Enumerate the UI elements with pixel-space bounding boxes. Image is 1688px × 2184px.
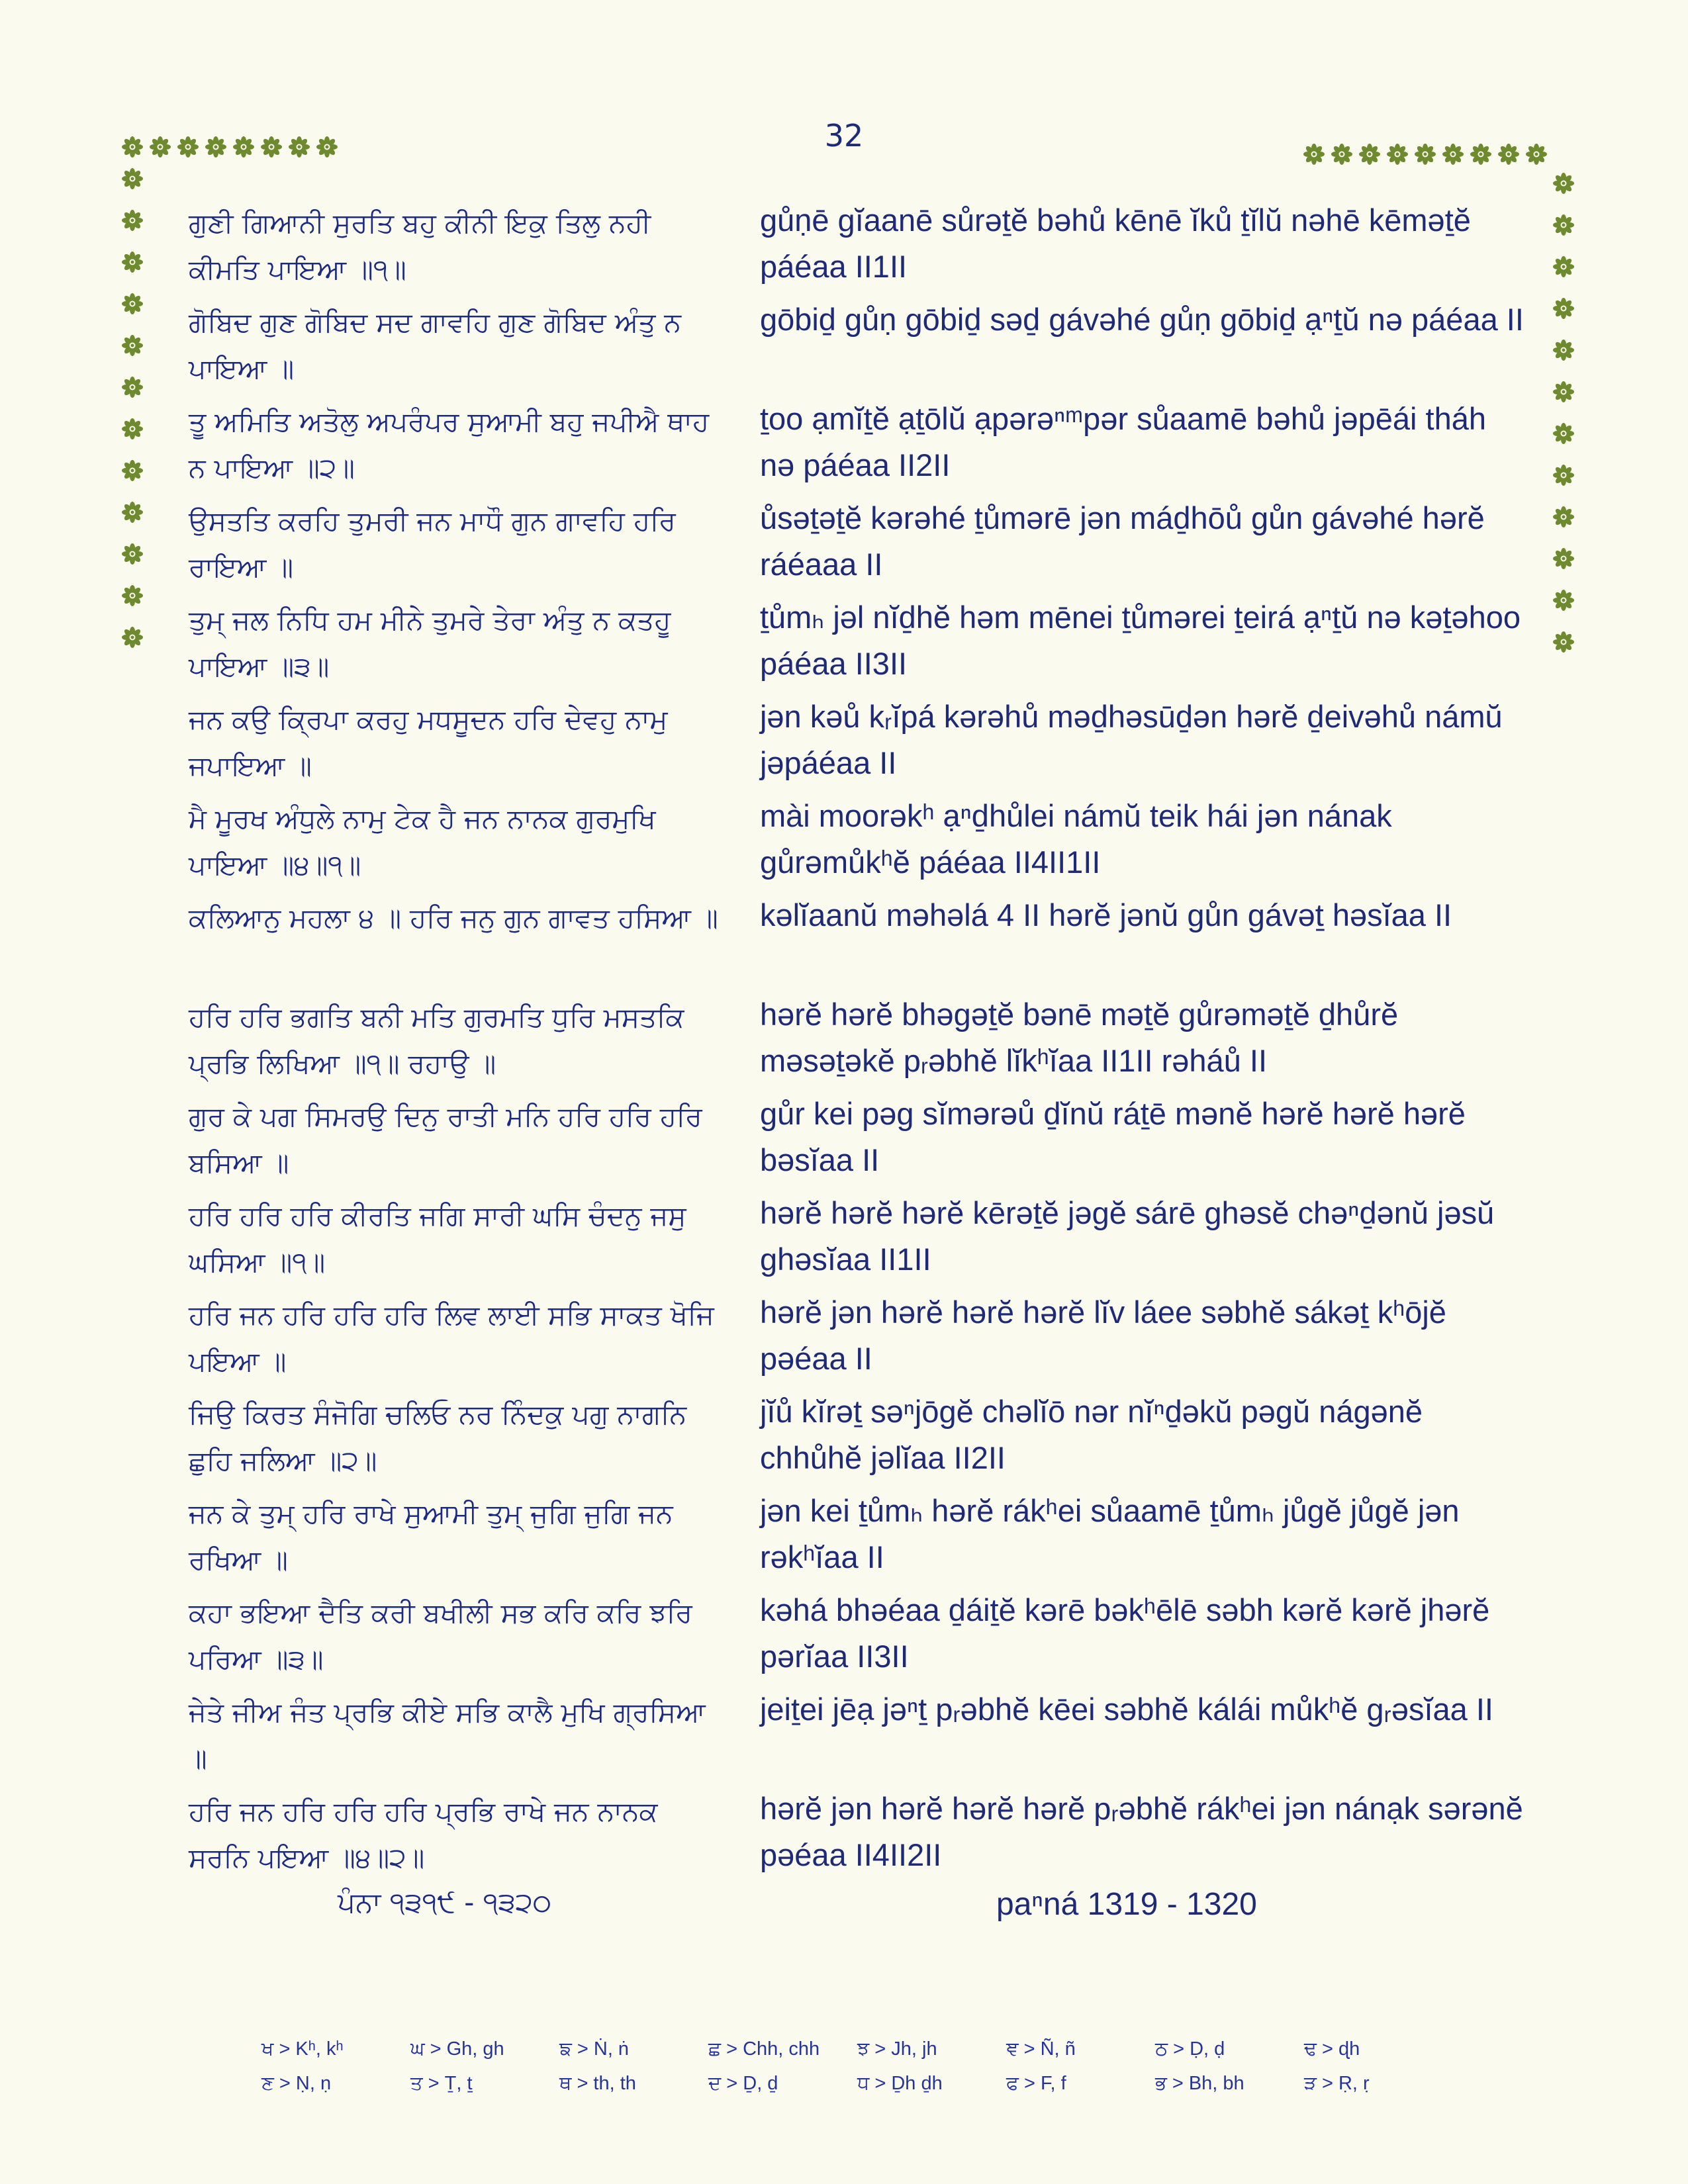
gurmukhi-text: ਜੇਤੇ ਜੀਅ ਜੰਤ ਪ੍ਰਭਿ ਕੀਏ ਸਭਿ ਕਾਲੈ ਮੁਖਿ ਗ੍ਰਸਿਆ ॥ bbox=[189, 1696, 706, 1774]
transliteration-text: hərĕ hərĕ bhəgəṯĕ bənē məṯĕ gůrəməṯĕ ḏhůrĕ məsəṯəkĕ pᵣəbhĕ lĭkʰĭaa II1II rəháů II bbox=[759, 997, 1399, 1078]
transliteration-text: ůsəṯəṯĕ kərəhé ṯůmərē jən máḏhōů gůn gávəhé hərĕ ráéaaa II bbox=[759, 500, 1485, 582]
legend-item: ਘ > Gh, gh bbox=[410, 2038, 504, 2060]
legend-item: ਢ > ɖh bbox=[1304, 2038, 1360, 2060]
flower-icon bbox=[122, 418, 143, 439]
verse-row bbox=[189, 1388, 1526, 1488]
transliteration-text: jən kei ṯůmₕ hərĕ rákʰei sůaamē ṯůmₕ jůgĕ jůgĕ jən rəkʰĭaa II bbox=[759, 1493, 1460, 1574]
page-ref-gurmukhi: ਪੰਨਾ ੧੩੧੯ - ੧੩੨੦ bbox=[338, 1886, 552, 1919]
verse-row bbox=[189, 1190, 1526, 1289]
flower-icon bbox=[122, 460, 143, 481]
flower-icon bbox=[1526, 144, 1547, 165]
flower-icon bbox=[1331, 144, 1352, 165]
transliteration-text: kəlĭaanŭ məhəlá 4 II hərĕ jənŭ gůn gávəṯ həsĭaa II bbox=[759, 897, 1452, 933]
transliteration-text: hərĕ hərĕ hərĕ kērəṯĕ jəgĕ sárē ghəsĕ chəⁿḏənŭ jəsŭ ghəsĭaa II1II bbox=[759, 1195, 1495, 1277]
verse-row bbox=[189, 1587, 1526, 1686]
legend-item: ਙ > Ṅ, ṅ bbox=[559, 2038, 630, 2060]
gurmukhi-text: ਕਹਾ ਭਇਆ ਦੈਤਿ ਕਰੀ ਬਖੀਲੀ ਸਭ ਕਰਿ ਕਰਿ ਝਰਿ ਪਰਿਆ ॥੩॥ bbox=[189, 1597, 692, 1675]
verse-row bbox=[189, 1686, 1526, 1786]
transliteration-text: hərĕ jən hərĕ hərĕ hərĕ lĭv láee səbhĕ sákəṯ kʰōjĕ pəéaa II bbox=[759, 1295, 1446, 1376]
verse-row bbox=[189, 396, 1526, 495]
flower-icon bbox=[1387, 144, 1408, 165]
flower-icon bbox=[1553, 465, 1574, 486]
gurmukhi-text: ਜਨ ਕਉ ਕ੍ਰਿਪਾ ਕਰਹੁ ਮਧਸੂਦਨ ਹਰਿ ਦੇਵਹੁ ਨਾਮੁ ਜਪਾਇਆ ॥ bbox=[189, 704, 668, 782]
transliteration-text: mài moorəkʰ ạⁿḏhůlei námŭ teik hái jən nának gůrəmůkʰĕ páéaa II4II1II bbox=[759, 798, 1392, 880]
flower-icon bbox=[205, 136, 226, 158]
legend-item: ਤ > Ṯ, ṯ bbox=[410, 2073, 473, 2094]
flower-icon bbox=[177, 136, 199, 158]
verse-row bbox=[189, 793, 1526, 892]
gurmukhi-text: ਹਰਿ ਹਰਿ ਭਗਤਿ ਬਨੀ ਮਤਿ ਗੁਰਮਤਿ ਧੁਰਿ ਮਸਤਕਿ ਪ੍ਰਭਿ ਲਿਖਿਆ ॥੧॥ ਰਹਾਉ ॥ bbox=[189, 1001, 684, 1079]
flower-icon bbox=[316, 136, 338, 158]
gurmukhi-text: ਜਨ ਕੇ ਤੁਮ੍ ਹਰਿ ਰਾਖੇ ਸੁਆਮੀ ਤੁਮ੍ ਜੁਗਿ ਜੁਗਿ ਜਨ ਰਖਿਆ ॥ bbox=[189, 1498, 673, 1576]
flower-icon bbox=[1553, 256, 1574, 277]
flower-icon bbox=[122, 627, 143, 648]
legend-item: ਫ > F, f bbox=[1006, 2073, 1066, 2094]
flower-icon bbox=[1553, 590, 1574, 611]
legend-item: ਦ > Ḏ, ḏ bbox=[708, 2073, 778, 2094]
transliteration-legend bbox=[261, 2038, 1453, 2107]
flower-icon bbox=[122, 502, 143, 523]
transliteration-text: jĭů kĭrəṯ səⁿjōgĕ chəlĭō nər nĭⁿḏəkŭ pəgŭ nágənĕ chhůhĕ jəlĭaa II2II bbox=[759, 1394, 1423, 1475]
flower-icon bbox=[1553, 340, 1574, 361]
verse-row bbox=[189, 1786, 1526, 1885]
flower-icon bbox=[289, 136, 310, 158]
flower-icon bbox=[261, 136, 282, 158]
legend-item: ਥ > th, th bbox=[559, 2073, 636, 2094]
verse-row bbox=[189, 694, 1526, 793]
verse-rows bbox=[189, 197, 1526, 1885]
verse-row bbox=[189, 1289, 1526, 1388]
page-reference bbox=[0, 1886, 1688, 1939]
flower-icon bbox=[1553, 298, 1574, 319]
gurmukhi-text: ਤੂ ਅਮਿਤਿ ਅਤੋਲੁ ਅਪਰੰਪਰ ਸੁਆਮੀ ਬਹੁ ਜਪੀਐ ਥਾਹ ਨ ਪਾਇਆ ॥੨॥ bbox=[189, 406, 710, 484]
verse-row bbox=[189, 991, 1526, 1091]
transliteration-text: jeiṯei jēạ jəⁿṯ pᵣəbhĕ kēei səbhĕ kálái můkʰĕ gᵣəsĭaa II bbox=[759, 1692, 1493, 1727]
gurmukhi-text: ਹਰਿ ਹਰਿ ਹਰਿ ਕੀਰਤਿ ਜਗਿ ਸਾਰੀ ਘਸਿ ਚੰਦਨੁ ਜਸੁ ਘਸਿਆ ॥੧॥ bbox=[189, 1200, 686, 1278]
gurmukhi-text: ਹਰਿ ਜਨ ਹਰਿ ਹਰਿ ਹਰਿ ਲਿਵ ਲਾਈ ਸਭਿ ਸਾਕਤ ਖੋਜਿ ਪਇਆ ॥ bbox=[189, 1299, 714, 1377]
transliteration-text: jən kəů kᵣĭpá kərəhů məḏhəsūḏən hərĕ ḏeivəhů námŭ jəpáéaa II bbox=[759, 699, 1503, 780]
transliteration-text: hərĕ jən hərĕ hərĕ hərĕ pᵣəbhĕ rákʰei jən nánạk sərənĕ pəéaa II4II2II bbox=[759, 1791, 1523, 1872]
gurmukhi-text: ਮੈ ਮੂਰਖ ਅੰਧੁਲੇ ਨਾਮੁ ਟੇਕ ਹੈ ਜਨ ਨਾਨਕ ਗੁਰਮੁਖਿ ਪਾਇਆ ॥੪॥੧॥ bbox=[189, 803, 656, 881]
flower-icon bbox=[150, 136, 171, 158]
legend-row bbox=[261, 2073, 1453, 2107]
gurmukhi-text: ਗੁਣੀ ਗਿਆਨੀ ਸੁਰਤਿ ਬਹੁ ਕੀਨੀ ਇਕੁ ਤਿਲੁ ਨਹੀ ਕੀਮਤਿ ਪਾਇਆ ॥੧॥ bbox=[189, 207, 651, 285]
flower-icon bbox=[1553, 173, 1574, 194]
flower-icon bbox=[122, 377, 143, 398]
flower-icon bbox=[1303, 144, 1325, 165]
page-ref-roman: paⁿná 1319 - 1320 bbox=[996, 1887, 1257, 1922]
legend-item: ਖ > Kʰ, kʰ bbox=[261, 2038, 344, 2060]
legend-item: ਛ > Chh, chh bbox=[708, 2038, 820, 2060]
verse-row bbox=[189, 296, 1526, 396]
transliteration-text: gůr kei pəg sĭmərəů ḏĭnŭ ráṯē mənĕ hərĕ hərĕ hərĕ bəsĭaa II bbox=[759, 1096, 1466, 1177]
legend-item: ਣ > Ṇ, ṇ bbox=[261, 2073, 332, 2094]
legend-item: ਝ > Jh, jh bbox=[857, 2038, 937, 2060]
verse-row bbox=[189, 197, 1526, 296]
gurmukhi-text: ਤੁਮ੍ ਜਲ ਨਿਧਿ ਹਮ ਮੀਨੇ ਤੁਮਰੇ ਤੇਰਾ ਅੰਤੁ ਨ ਕਤਹੂ ਪਾਇਆ ॥੩॥ bbox=[189, 604, 671, 682]
gurmukhi-text: ਹਰਿ ਜਨ ਹਰਿ ਹਰਿ ਹਰਿ ਪ੍ਰਭਿ ਰਾਖੇ ਜਨ ਨਾਨਕ ਸਰਨਿ ਪਇਆ ॥੪॥੨॥ bbox=[189, 1796, 658, 1874]
flower-icon bbox=[1553, 423, 1574, 444]
transliteration-text: gōbiḏ gůṇ gōbiḏ səḏ gávəhé gůṇ gōbiḏ ạⁿṯŭ nə páéaa II bbox=[759, 302, 1524, 337]
legend-item: ਧ > Ḏh ḏh bbox=[857, 2073, 943, 2094]
flower-icon bbox=[1553, 631, 1574, 653]
flower-icon bbox=[122, 335, 143, 356]
legend-row bbox=[261, 2038, 1453, 2073]
flower-icon bbox=[1415, 144, 1436, 165]
transliteration-text: ṯůmₕ jəl nĭḏhĕ həm mēnei ṯůmərei ṯeirá ạⁿṯŭ nə kəṯəhoo páéaa II3II bbox=[759, 600, 1521, 681]
gurmukhi-text: ਗੋਬਿਦ ਗੁਣ ਗੋਬਿਦ ਸਦ ਗਾਵਹਿ ਗੁਣ ਗੋਬਿਦ ਅੰਤੁ ਨ ਪਾਇਆ ॥ bbox=[189, 306, 681, 385]
gurmukhi-text: ਕਲਿਆਨੁ ਮਹਲਾ ੪ ॥ ਹਰਿ ਜਨੁ ਗੁਨ ਗਾਵਤ ਹਸਿਆ ॥ bbox=[189, 902, 718, 934]
flower-icon bbox=[1553, 381, 1574, 402]
gurmukhi-text: ਉਸਤਤਿ ਕਰਹਿ ਤੁਮਰੀ ਜਨ ਮਾਧੌ ਗੁਨ ਗਾਵਹਿ ਹਰਿ ਰਾਇਆ ॥ bbox=[189, 505, 676, 583]
verse-row bbox=[189, 594, 1526, 694]
flower-icon bbox=[122, 543, 143, 565]
flower-icon bbox=[122, 293, 143, 314]
transliteration-text: gůṇē gĭaanē sůrəṯĕ bəhů kēnē ĭků ṯĭlŭ nəhē kēməṯĕ páéaa II1II bbox=[759, 203, 1471, 284]
flower-icon bbox=[1553, 214, 1574, 236]
gurmukhi-text: ਜਿਉ ਕਿਰਤ ਸੰਜੋਗਿ ਚਲਿਓ ਨਰ ਨਿੰਦਕੁ ਪਗੁ ਨਾਗਨਿ ਛੁਹਿ ਜਲਿਆ ॥੨॥ bbox=[189, 1398, 687, 1477]
verse-row bbox=[189, 1488, 1526, 1587]
flower-icon bbox=[1553, 506, 1574, 527]
flower-icon bbox=[1359, 144, 1380, 165]
page-number: 32 bbox=[824, 118, 864, 154]
verse-row bbox=[189, 495, 1526, 594]
legend-item: ਠ > Ḍ, ḍ bbox=[1155, 2038, 1225, 2060]
flower-icon bbox=[1553, 548, 1574, 569]
flower-icon bbox=[233, 136, 254, 158]
flower-icon bbox=[122, 168, 143, 189]
verse-row bbox=[189, 1091, 1526, 1190]
flower-icon bbox=[122, 251, 143, 273]
flower-icon bbox=[122, 585, 143, 606]
legend-item: ੜ > Ṛ, ṛ bbox=[1304, 2073, 1370, 2094]
flower-icon bbox=[122, 210, 143, 231]
flower-icon bbox=[1470, 144, 1491, 165]
flower-icon bbox=[122, 136, 143, 158]
gurmukhi-text: ਗੁਰ ਕੇ ਪਗ ਸਿਮਰਉ ਦਿਨੁ ਰਾਤੀ ਮਨਿ ਹਰਿ ਹਰਿ ਹਰਿ ਬਸਿਆ ॥ bbox=[189, 1101, 702, 1179]
transliteration-text: kəhá bhəéaa ḏáiṯĕ kərē bəkʰēlē səbh kərĕ kərĕ jhərĕ pərĭaa II3II bbox=[759, 1592, 1490, 1674]
flower-icon bbox=[1442, 144, 1464, 165]
transliteration-text: ṯoo ạmĭṯĕ ạṯōlŭ ạpərəⁿᵐpər sůaamē bəhů jəpēái tháh nə páéaa II2II bbox=[759, 401, 1487, 482]
legend-item: ਭ > Bh, bh bbox=[1155, 2073, 1244, 2094]
legend-item: ਞ > Ñ, ñ bbox=[1006, 2038, 1076, 2060]
verse-row bbox=[189, 892, 1526, 991]
flower-icon bbox=[1498, 144, 1519, 165]
